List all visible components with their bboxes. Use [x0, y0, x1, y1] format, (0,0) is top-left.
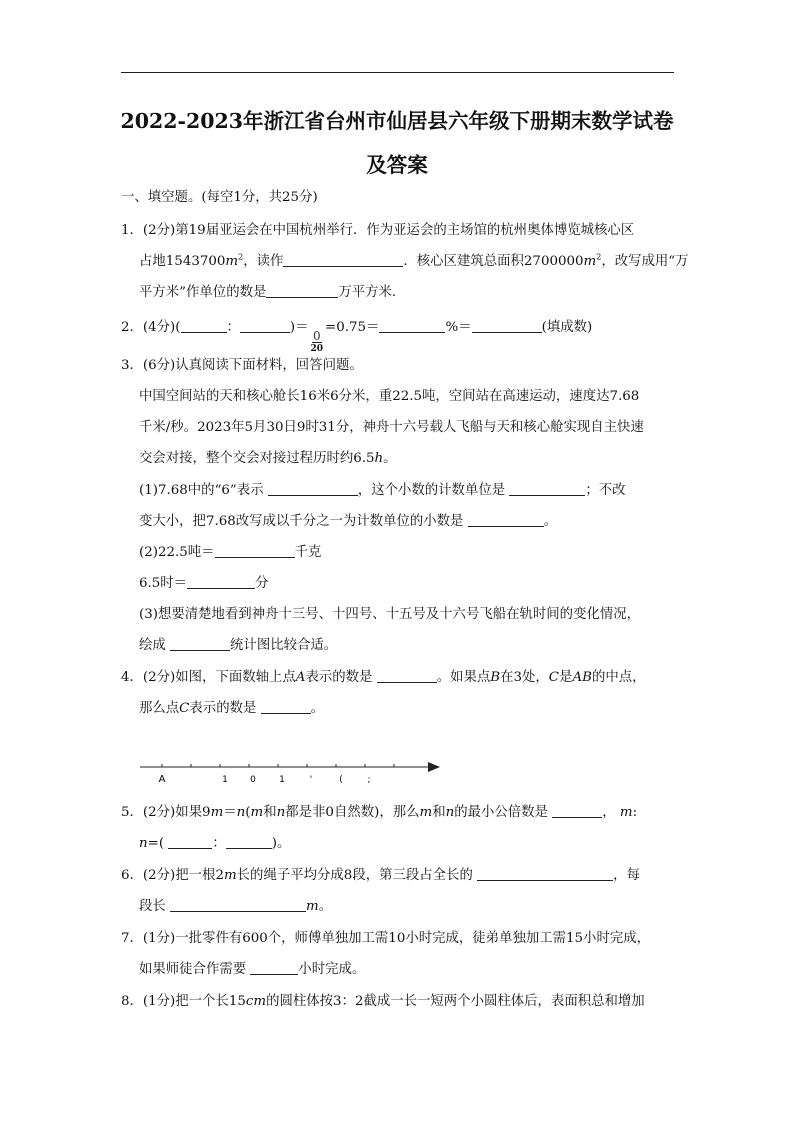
q2-fraction: $\frac{0}{20}$: [310, 329, 324, 354]
number-line-label: 1: [279, 775, 285, 785]
q3-sub1-line2: 变大小，把7.68改写成以千分之一为计数单位的小数是 。: [139, 514, 558, 529]
header-rule: [121, 72, 674, 73]
q2-line: 2．(4分)( ： )＝ $\frac{0}{20}$ =0.75＝ %＝ (填成数): [121, 320, 593, 354]
q3-sub3-line2: 绘成 统计图比较合适。: [139, 638, 338, 653]
q3-material-1: 中国空间站的天和核心舱长16米6分米，重22.5吨，空间站在高速运动，速度达7.68: [139, 389, 640, 404]
number-line-label: ': [309, 775, 313, 785]
q5-line2: n=( ： )。: [139, 836, 291, 851]
q3-sub2-line2: 6.5时＝ 分: [139, 576, 269, 591]
q3-blank-3[interactable]: [468, 513, 544, 527]
number-line-label: 1: [222, 775, 228, 785]
q3-intro: 3．(6分)认真阅读下面材料，回答问题。: [121, 358, 363, 373]
number-line-label: A: [158, 774, 166, 785]
q3-sub3-line1: (3)想要清楚地看到神舟十三号、十四号、十五号及十六号飞船在轨时间的变化情况，: [139, 607, 641, 622]
q5-blank-2[interactable]: [168, 835, 212, 849]
q4-blank-1[interactable]: [377, 669, 437, 683]
q8-line1: 8．(1分)把一个长15cm的圆柱体按3：2截成一长一短两个小圆柱体后，表面积总和增加: [121, 994, 645, 1009]
q4-line2: 那么点C表示的数是 。: [139, 701, 325, 716]
number-line-arrow: [428, 762, 440, 772]
q1-line2: 占地$1543700m^2$，读作 ．核心区建筑总面积$2700000m^2$，改写成用“万: [139, 252, 689, 269]
q4-blank-2[interactable]: [261, 700, 311, 714]
q5-blank-3[interactable]: [226, 835, 272, 849]
q6-blank-1[interactable]: [477, 867, 613, 881]
number-line-label: 0: [250, 775, 256, 785]
q1-blank-1[interactable]: [283, 253, 403, 267]
q3-sub2-line1: (2)22.5吨＝ 千克: [139, 545, 322, 560]
q6-line2: 段长 m。: [139, 899, 333, 914]
q1-blank-2[interactable]: [266, 284, 338, 298]
number-line-label: ;: [367, 775, 371, 785]
q3-blank-1[interactable]: [268, 482, 358, 496]
page-title-cont: 及答案: [366, 153, 428, 177]
q5-line1: 5．(2分)如果9m＝n(m和n都是非0自然数)，那么m和n的最小公倍数是 ， m:: [121, 805, 638, 820]
q2-blank-4[interactable]: [472, 319, 542, 333]
q3-blank-4[interactable]: [215, 544, 295, 558]
q2-blank-1[interactable]: [181, 319, 227, 333]
q5-blank-1[interactable]: [552, 804, 602, 818]
number-line-label: (: [339, 775, 343, 785]
q3-blank-2[interactable]: [509, 482, 585, 496]
q3-blank-6[interactable]: [170, 637, 230, 651]
q3-blank-5[interactable]: [187, 575, 255, 589]
q2-blank-3[interactable]: [379, 319, 445, 333]
q3-material-2: 千米/秒。2023年5月30日9时31分，神舟十六号载人飞船与天和核心舱实现自主快速: [139, 420, 644, 435]
q1-line3: 平方米”作单位的数是 万平方米．: [139, 285, 406, 300]
q7-line1: 7．(1分)一批零件有600个，师傅单独加工需10小时完成，徒弟单独加工需15小时完成，: [121, 931, 651, 946]
q6-line1: 6．(2分)把一根2m长的绳子平均分成8段，第三段占全长的 ，每: [121, 868, 640, 883]
page-title: 2022-2023年浙江省台州市仙居县六年级下册期末数学试卷: [120, 109, 674, 133]
q1-line1: 1．(2分)第19届亚运会在中国杭州举行．作为亚运会的主场馆的杭州奥体博览城核心区: [121, 223, 635, 238]
q6-blank-2[interactable]: [170, 898, 306, 912]
section-heading: 一、填空题。(每空1分，共25分): [121, 190, 318, 205]
q3-material-3: 交会对接，整个交会对接过程历时约6.5h。: [139, 451, 397, 466]
q3-sub1-line1: (1)7.68中的“6”表示 ，这个小数的计数单位是 ；不改: [139, 483, 626, 498]
q7-blank-1[interactable]: [250, 961, 298, 975]
q2-blank-2[interactable]: [240, 319, 290, 333]
q4-line1: 4．(2分)如图，下面数轴上点A表示的数是 。如果点B在3处，C是AB的中点，: [121, 670, 646, 685]
q7-line2: 如果师徒合作需要 小时完成。: [139, 962, 366, 977]
number-line: [138, 756, 444, 786]
